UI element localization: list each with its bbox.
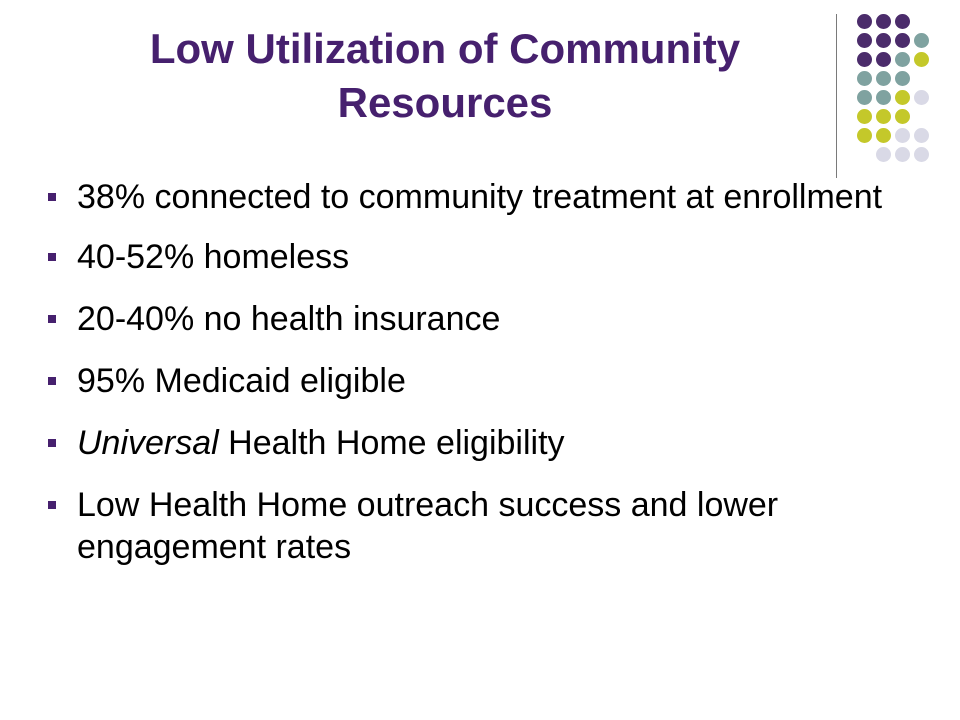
list-item bbox=[45, 176, 925, 218]
decor-dot bbox=[857, 128, 872, 143]
list-item bbox=[45, 360, 925, 402]
bullet-text-italic: Universal bbox=[77, 424, 219, 462]
list-item bbox=[45, 422, 925, 464]
bullet-text: Low Health Home outreach success and lower engagement rates bbox=[77, 486, 779, 566]
decor-dot bbox=[914, 147, 929, 162]
decor-dot bbox=[895, 14, 910, 29]
decorative-dot-grid bbox=[0, 0, 960, 200]
decor-dot bbox=[914, 128, 929, 143]
decor-dot bbox=[857, 71, 872, 86]
list-item bbox=[45, 484, 925, 568]
bullet-text: Health Home eligibility bbox=[218, 424, 565, 462]
square-bullet-icon bbox=[48, 501, 56, 509]
square-bullet-icon bbox=[48, 377, 56, 385]
decor-dot bbox=[876, 71, 891, 86]
slide-title-line2: Resources bbox=[337, 79, 553, 126]
square-bullet-icon bbox=[48, 439, 56, 447]
list-item bbox=[45, 236, 925, 278]
decor-dot bbox=[857, 33, 872, 48]
slide-title-line1: Low Utilization of Community bbox=[149, 25, 741, 72]
decor-dot bbox=[914, 90, 929, 105]
list-item bbox=[45, 298, 925, 340]
decor-dot bbox=[895, 109, 910, 124]
decor-dot bbox=[914, 33, 929, 48]
bullet-text: 38% connected to community treatment at enrollment bbox=[77, 178, 883, 216]
decor-dot bbox=[876, 90, 891, 105]
decor-dot bbox=[895, 33, 910, 48]
decor-dot bbox=[876, 14, 891, 29]
bullet-text: 95% Medicaid eligible bbox=[77, 362, 406, 400]
decor-dot bbox=[876, 128, 891, 143]
decor-dot bbox=[857, 109, 872, 124]
decor-dot bbox=[876, 33, 891, 48]
decor-dot bbox=[876, 109, 891, 124]
decor-dot bbox=[895, 52, 910, 67]
bullet-list bbox=[45, 176, 925, 586]
square-bullet-icon bbox=[48, 315, 56, 323]
decor-dot bbox=[857, 14, 872, 29]
decor-dot bbox=[895, 128, 910, 143]
decor-dot bbox=[914, 52, 929, 67]
decor-dot bbox=[876, 147, 891, 162]
decor-dot bbox=[895, 90, 910, 105]
bullet-text: 40-52% homeless bbox=[77, 238, 350, 276]
decor-dot bbox=[895, 71, 910, 86]
bullet-text: 20-40% no health insurance bbox=[77, 300, 501, 338]
square-bullet-icon bbox=[48, 193, 56, 201]
decor-dot bbox=[895, 147, 910, 162]
decor-dot bbox=[857, 52, 872, 67]
square-bullet-icon bbox=[48, 253, 56, 261]
decor-dot bbox=[857, 90, 872, 105]
decor-dot bbox=[876, 52, 891, 67]
